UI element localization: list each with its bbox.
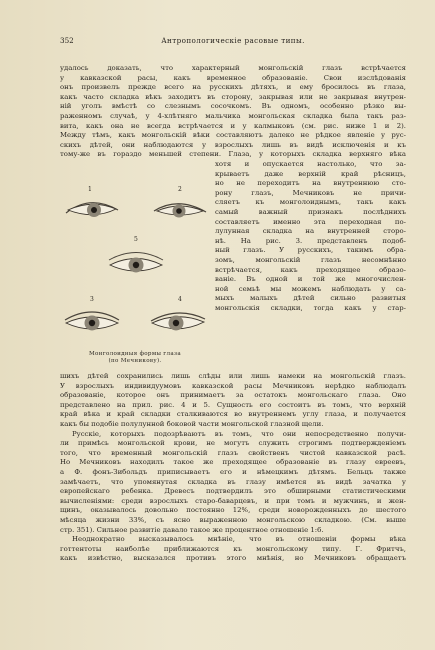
text-line: но не переходитъ на внутреннюю сто-: [215, 179, 406, 188]
figure-number-4: 4: [178, 296, 182, 303]
text-line: зомъ, монгольскій глазъ несомнѣнно: [215, 256, 406, 264]
text-line: рону глазъ, Мечниковъ не причи-: [215, 188, 406, 197]
text-line: У взрослыхъ индивидуумовъ кавказской расы Мечниковъ нерѣдко наблюдалъ: [60, 381, 406, 390]
text-line: ли примѣсь монгольской крови, не могутъ служить строгимъ подтвержденіемъ: [60, 439, 406, 448]
eye-illustration-1: [64, 196, 120, 224]
text-line: крываетъ даже верхній край рѣсницъ,: [215, 169, 406, 178]
figure-number-2: 2: [178, 186, 182, 193]
text-line: вычисленіями: среди взрослыхъ старо-баварцевъ, и при томъ и мужчинъ, и жен-: [60, 496, 406, 505]
text-line: нѣ. На рис. 3. представленъ подоб-: [215, 236, 406, 245]
running-title: Антропологическіе расовые типы.: [161, 36, 305, 45]
text-line: край вѣка и край складки сталкиваются во внутреннемъ углу глаза, и получается: [60, 410, 406, 419]
text-line: удалось доказать, что характерный монгольскій глазъ встрѣчается: [60, 64, 406, 72]
figure-caption-line-2: (по Мечникову).: [108, 358, 162, 364]
text-line: Между тѣмъ, какъ монгольскій вѣки составляютъ далеко не рѣдкое явленіе у рус-: [60, 131, 406, 140]
text-line: ной семьѣ мы можемъ наблюдать у са-: [215, 284, 406, 293]
text-line: онъ произвелъ прежде всего на русскихъ дѣтяхъ, и ему бросилось въ глаза,: [60, 83, 406, 92]
text-line: готтентоты наиболѣе приближаются къ монгольскому типу. Г. Фритчъ,: [60, 544, 406, 553]
eye-illustration-4: [148, 306, 208, 338]
text-line: ный глазъ. У русскихъ, такимъ обра-: [215, 246, 406, 255]
text-line: скихъ дѣтей, они наблюдаются у взрослыхъ лишь въ видѣ исключенія и къ: [60, 140, 406, 149]
text-line: какъ бы подобіе полулунной боковой части монгольской глазной щели.: [60, 420, 324, 428]
eye-figure: [60, 186, 210, 368]
text-line: самый важный признакъ послѣднихъ: [215, 208, 406, 216]
text-line: того, что временный монгольскій глазъ свойственъ чистой кавказской расѣ.: [60, 448, 406, 457]
text-line: а Ф. фонъ-Зибольдъ приписываетъ его и нѣмецкимъ дѣтямъ. Бельцъ также: [60, 468, 406, 476]
text-line: хотя и опускается настолько, что за-: [215, 160, 406, 168]
text-line: монгольскія складки, тогда какъ у стар-: [215, 304, 406, 312]
figure-number-1: 1: [88, 186, 92, 193]
eye-illustration-5: [106, 248, 166, 280]
figure-number-5: 5: [134, 236, 138, 243]
page-number: 352: [60, 36, 74, 45]
text-line: образованіе, которое онъ принимаетъ за остатокъ монгольскаго глаза. Оно: [60, 391, 406, 400]
eye-illustration-3: [62, 306, 122, 338]
text-line: шихъ дѣтей сохранились лишь слѣды или лишь намеки на монгольскій глазъ.: [60, 372, 406, 380]
text-line: замѣчаетъ, что упомянутая складка въ глазу имѣется въ видѣ зачатка у: [60, 477, 406, 486]
text-line: какъ часто складка вѣкъ заходитъ въ сторону, закрывая или не закрывая внутрен-: [60, 92, 406, 101]
text-line: мѣсяца жизни 33%, съ ясно выраженною монгольскою складкою. (См. выше: [60, 516, 406, 524]
figure-caption-line-1: Монголоидныя формы глаза: [88, 351, 181, 357]
text-line: стр. 351). Сильное развитіе давало такое же процентное отношеніе 1:6.: [60, 525, 324, 534]
text-line: ваніе. Въ одной и той же многочислен-: [215, 275, 406, 284]
text-line: составляетъ именно эта переходная по-: [215, 217, 406, 226]
text-line: раженномъ случаѣ, у 4-хлѣтняго мальчика монгольская складка была такъ раз-: [60, 112, 406, 120]
text-line: европейскаго ребенка. Древесъ подтвердилъ это обширными статистическими: [60, 487, 406, 496]
text-line: какъ извѣстно, высказался противъ этого мнѣнія, но Мечниковъ обращаетъ: [60, 554, 406, 563]
text-line: вита, какъ она не всегда встрѣчается и у калмыковъ (см. рис. ниже 1 и 2).: [60, 121, 406, 130]
text-line: встрѣчается, какъ преходящее образо-: [215, 265, 406, 274]
figure-caption: [60, 351, 210, 365]
text-line: лулунная складка на внутренней сторо-: [215, 227, 406, 236]
text-line: ній уголъ вмѣстѣ со слезнымъ сосочкомъ. Въ одномъ, особенно рѣзко вы-: [60, 102, 406, 111]
text-line: щинъ, оказывалось довольно постоянно 12%, среди новорожденныхъ до шестого: [60, 506, 406, 515]
text-line: тому-же въ гораздо меньшей степени. Глаза, у которыхъ складка верхняго вѣка: [60, 150, 406, 159]
text-line: Но Мечниковъ находилъ такое же преходящее образованіе въ глазу евреевъ,: [60, 458, 406, 467]
text-line: Русскіе, которыхъ подозрѣваютъ въ томъ, что они непосредственно получи-: [72, 429, 406, 438]
page-header: [60, 36, 406, 48]
figure-number-3: 3: [90, 296, 94, 303]
text-line: Неоднократно высказывалось мнѣніе, что въ отношеніи формы вѣка: [72, 535, 406, 544]
eye-illustration-2: [152, 196, 208, 224]
text-line: мыхъ малыхъ дѣтей сильно развитыя: [215, 294, 406, 303]
text-line: представлено на прил. рис. 4 и 5. Сущность его состоитъ въ томъ, что верхній: [60, 400, 406, 409]
text-line: сляетъ къ монголоиднымъ, такъ какъ: [215, 198, 406, 207]
text-line: у кавказской расы, какъ временное образованіе. Свои изслѣдованія: [60, 73, 406, 82]
